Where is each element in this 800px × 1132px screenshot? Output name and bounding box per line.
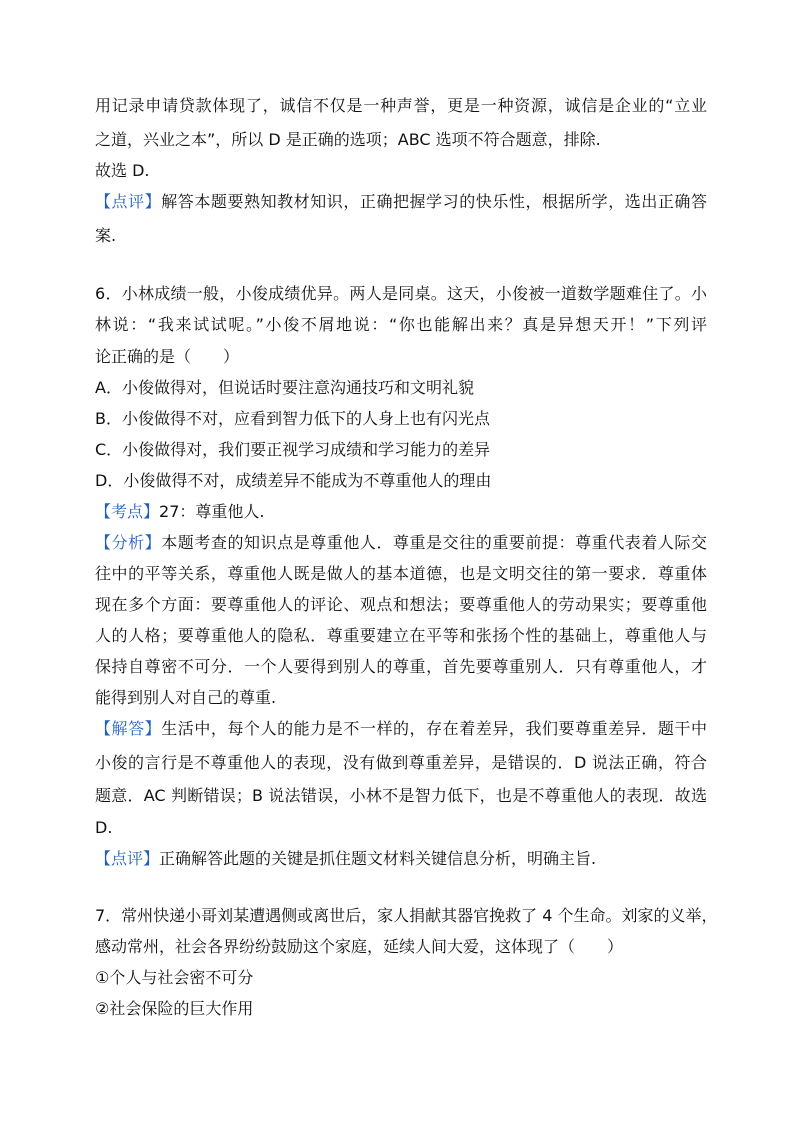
- q6-option-c: C．小俊做得对，我们要正视学习成绩和学习能力的差异: [95, 440, 491, 459]
- q6-answer-line-3: 题意．AC 判断错误；B 说法错误，小林不是智力低下，也是不尊重他人的表现．故选: [95, 786, 707, 805]
- comment-tag: 【点评】: [95, 849, 160, 868]
- q6-option-a: A．小俊做得对，但说话时要注意沟通技巧和文明礼貌: [95, 378, 474, 397]
- q6-answer-line-2: 小俊的言行是不尊重他人的表现，没有做到尊重差异，是错误的．D 说法正确，符合: [95, 753, 707, 772]
- q6-analysis-line-2: 往中的平等关系，尊重他人既是做人的基本道德，也是文明交往的第一要求．尊重体: [95, 564, 707, 583]
- q6-analysis-line-1: [95, 533, 707, 553]
- analysis-tag: 【分析】: [95, 533, 162, 552]
- q6-analysis-line-4: 人的人格；要尊重他人的隐私．尊重要建立在平等和张扬个性的基础上，尊重他人与: [95, 626, 707, 645]
- q6-point: [95, 502, 264, 522]
- q6-point-text: 27：尊重他人.: [159, 502, 265, 521]
- q5-explanation-line-2: 之道，兴业之本”，所以 D 是正确的选项；ABC 选项不符合题意，排除.: [95, 130, 601, 149]
- q6-comment-text: 正确解答此题的关键是抓住题文材料关键信息分析，明确主旨.: [159, 849, 597, 868]
- q5-conclusion: 故选 D.: [95, 161, 150, 180]
- q6-analysis-line-3: 现在多个方面：要尊重他人的评论、观点和想法；要尊重他人的劳动果实；要尊重他: [95, 595, 707, 614]
- comment-tag: 【点评】: [95, 192, 162, 211]
- q6-comment: [95, 849, 596, 869]
- q6-stem-line-2: 林说：“我来试试呢。”小俊不屑地说：“你也能解出来？真是异想天开！”下列评: [95, 315, 707, 334]
- answer-tag: 【解答】: [95, 719, 162, 738]
- point-tag: 【考点】: [95, 502, 160, 521]
- q6-answer-text: 生活中，每个人的能力是不一样的，存在着差异，我们要尊重差异．题干中: [161, 719, 707, 738]
- q7-stem-line-2: 感动常州，社会各界纷纷鼓励这个家庭，延续人间大爱，这体现了（ ）: [95, 937, 624, 956]
- q5-comment-text: 解答本题要熟知教材知识，正确把握学习的快乐性，根据所学，选出正确答: [161, 192, 707, 211]
- q7-statement-2: ②社会保险的巨大作用: [95, 999, 254, 1018]
- q5-explanation-line-1: 用记录申请贷款体现了，诚信不仅是一种声誉，更是一种资源，诚信是企业的“立业: [95, 96, 707, 115]
- q6-answer-line-1: [95, 719, 707, 739]
- q5-comment: [95, 192, 707, 212]
- q7-stem-line-1: 7．常州快递小哥刘某遭遇侧或离世后，家人捐献其器官挽救了 4 个生命。刘家的义举，: [95, 906, 718, 925]
- q6-analysis-line-6: 能得到别人对自己的尊重.: [95, 688, 277, 707]
- q6-answer-line-4: D.: [95, 818, 113, 837]
- q6-option-d: D．小俊做得不对，成绩差异不能成为不尊重他人的理由: [95, 471, 492, 490]
- q6-stem-line-3: 论正确的是（ ）: [95, 347, 240, 366]
- q5-comment-line-2: 案.: [95, 226, 117, 245]
- q7-statement-1: ①个人与社会密不可分: [95, 968, 254, 987]
- q6-analysis-text: 本题考查的知识点是尊重他人．尊重是交往的重要前提：尊重代表着人际交: [161, 533, 707, 552]
- q6-stem-line-1: 6．小林成绩一般，小俊成绩优异。两人是同桌。这天，小俊被一道数学题难住了。小: [95, 284, 707, 303]
- q6-analysis-line-5: 保持自尊密不可分．一个人要得到别人的尊重，首先要尊重别人．只有尊重他人，才: [95, 657, 707, 676]
- q6-option-b: B．小俊做得不对，应看到智力低下的人身上也有闪光点: [95, 409, 490, 428]
